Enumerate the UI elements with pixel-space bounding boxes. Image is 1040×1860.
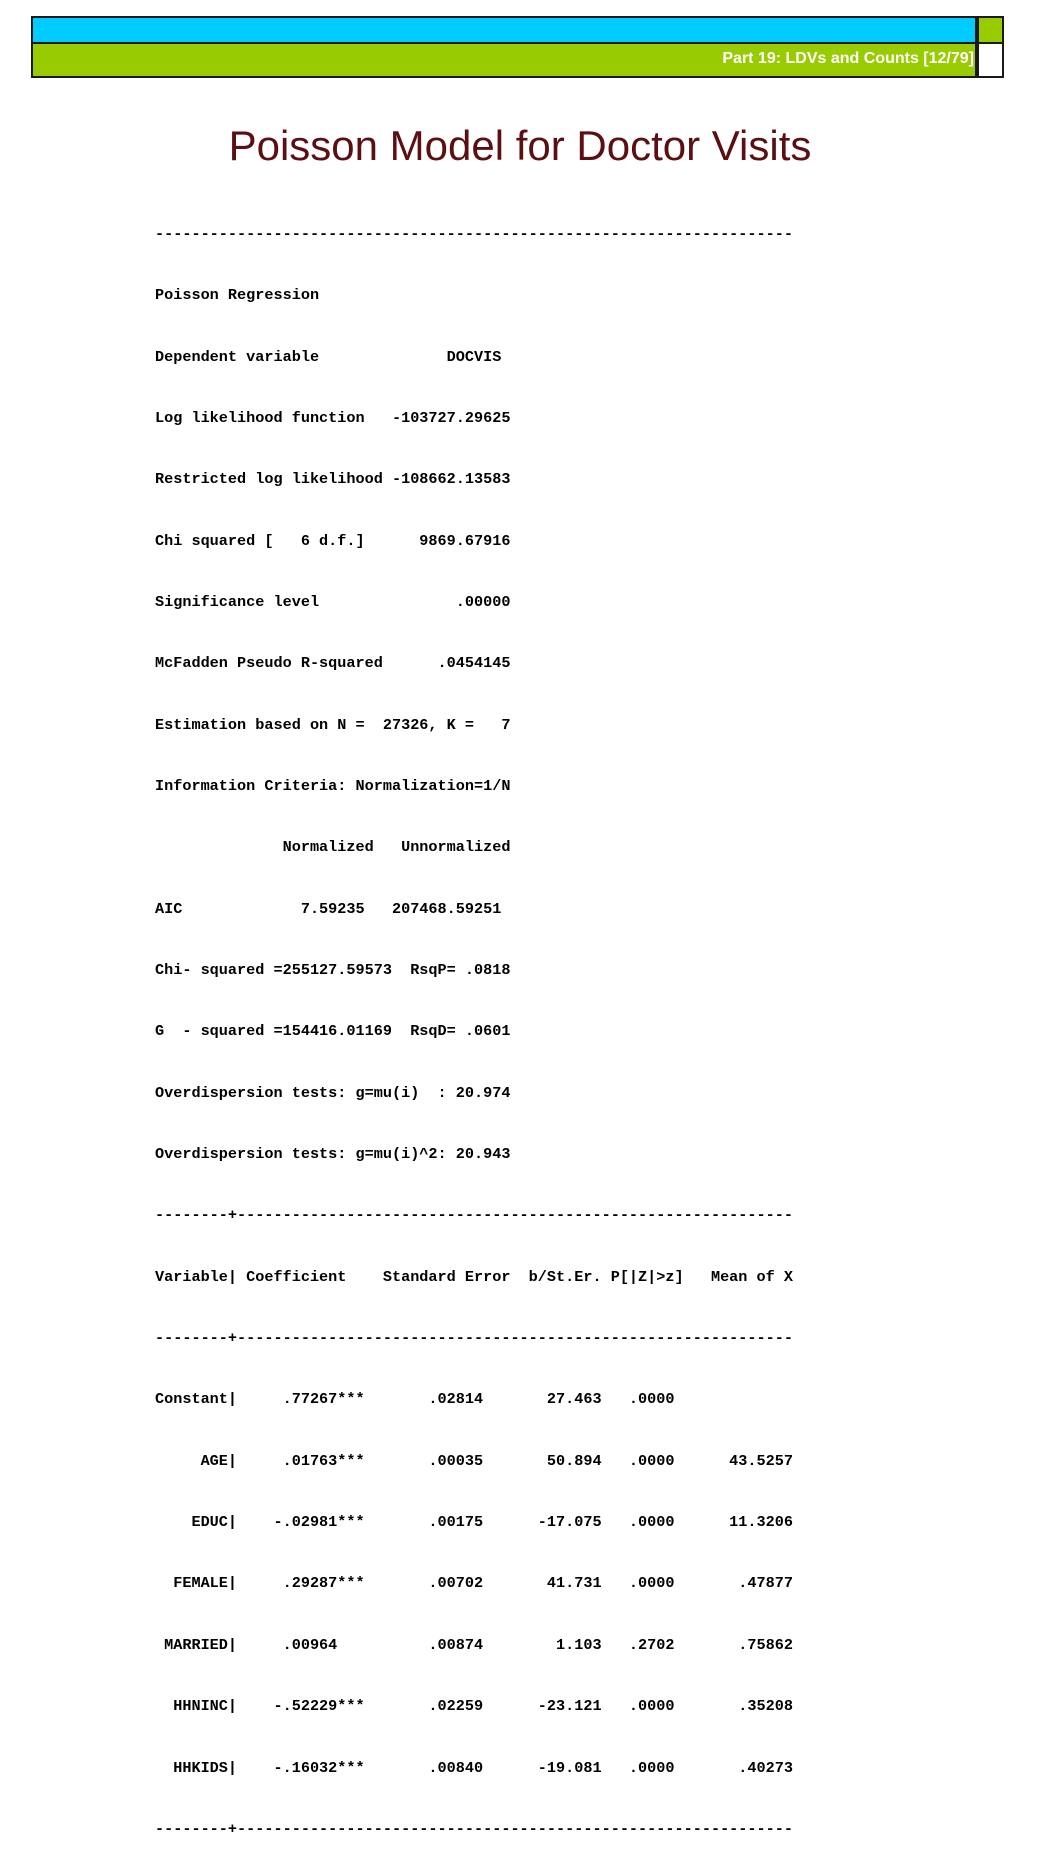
output-line: Chi- squared =255127.59573 RsqP= .0818 [155, 961, 511, 980]
output-line: Significance level .00000 [155, 592, 511, 611]
regression-output [155, 183, 793, 1860]
header-corner-square-green [977, 16, 1004, 44]
output-line: AGE| .01763*** .00035 50.894 .0000 43.5257 [155, 1451, 793, 1470]
output-line: HHNINC| -.52229*** .02259 -23.121 .0000 .35208 [155, 1697, 793, 1716]
output-line: FEMALE| .29287*** .00702 41.731 .0000 .47877 [155, 1574, 793, 1593]
output-line: Log likelihood function -103727.29625 [155, 408, 511, 427]
output-line: AIC 7.59235 207468.59251 [155, 899, 502, 918]
output-line: ---------------------------------------------------------------------- [155, 224, 793, 243]
header-corner-square-white [977, 42, 1004, 78]
output-line: Overdispersion tests: g=mu(i)^2: 20.943 [155, 1145, 511, 1164]
output-line: Poisson Regression [155, 286, 320, 305]
output-line: Variable| Coefficient Standard Error b/St.Er. P[|Z|>z] Mean of X [155, 1267, 793, 1286]
output-line: Restricted log likelihood -108662.13583 [155, 470, 511, 489]
output-line: --------+------------------------------------------------------------- [155, 1329, 793, 1348]
output-line: G - squared =154416.01169 RsqD= .0601 [155, 1022, 511, 1041]
output-line: --------+------------------------------------------------------------- [155, 1819, 793, 1838]
output-line: MARRIED| .00964 .00874 1.103 .2702 .75862 [155, 1635, 793, 1654]
header-bar-top [31, 16, 977, 44]
output-line: Overdispersion tests: g=mu(i) : 20.974 [155, 1083, 511, 1102]
output-line: Chi squared [ 6 d.f.] 9869.67916 [155, 531, 511, 550]
output-line: Constant| .77267*** .02814 27.463 .0000 [155, 1390, 675, 1409]
output-line: Information Criteria: Normalization=1/N [155, 777, 511, 795]
output-line: Normalized Unnormalized [155, 838, 511, 857]
output-line: HHKIDS| -.16032*** .00840 -19.081 .0000 .40273 [155, 1758, 793, 1777]
output-line: Estimation based on N = 27326, K = 7 [155, 715, 511, 734]
header-tagline: Part 19: LDVs and Counts [12/79] [722, 50, 974, 67]
output-line: --------+------------------------------------------------------------- [155, 1206, 793, 1225]
slide-title: Poisson Model for Doctor Visits [228, 122, 812, 169]
output-line: McFadden Pseudo R-squared .0454145 [155, 654, 511, 673]
output-line: EDUC| -.02981*** .00175 -17.075 .0000 11.3206 [155, 1513, 793, 1532]
output-line: Dependent variable DOCVIS [155, 347, 502, 366]
